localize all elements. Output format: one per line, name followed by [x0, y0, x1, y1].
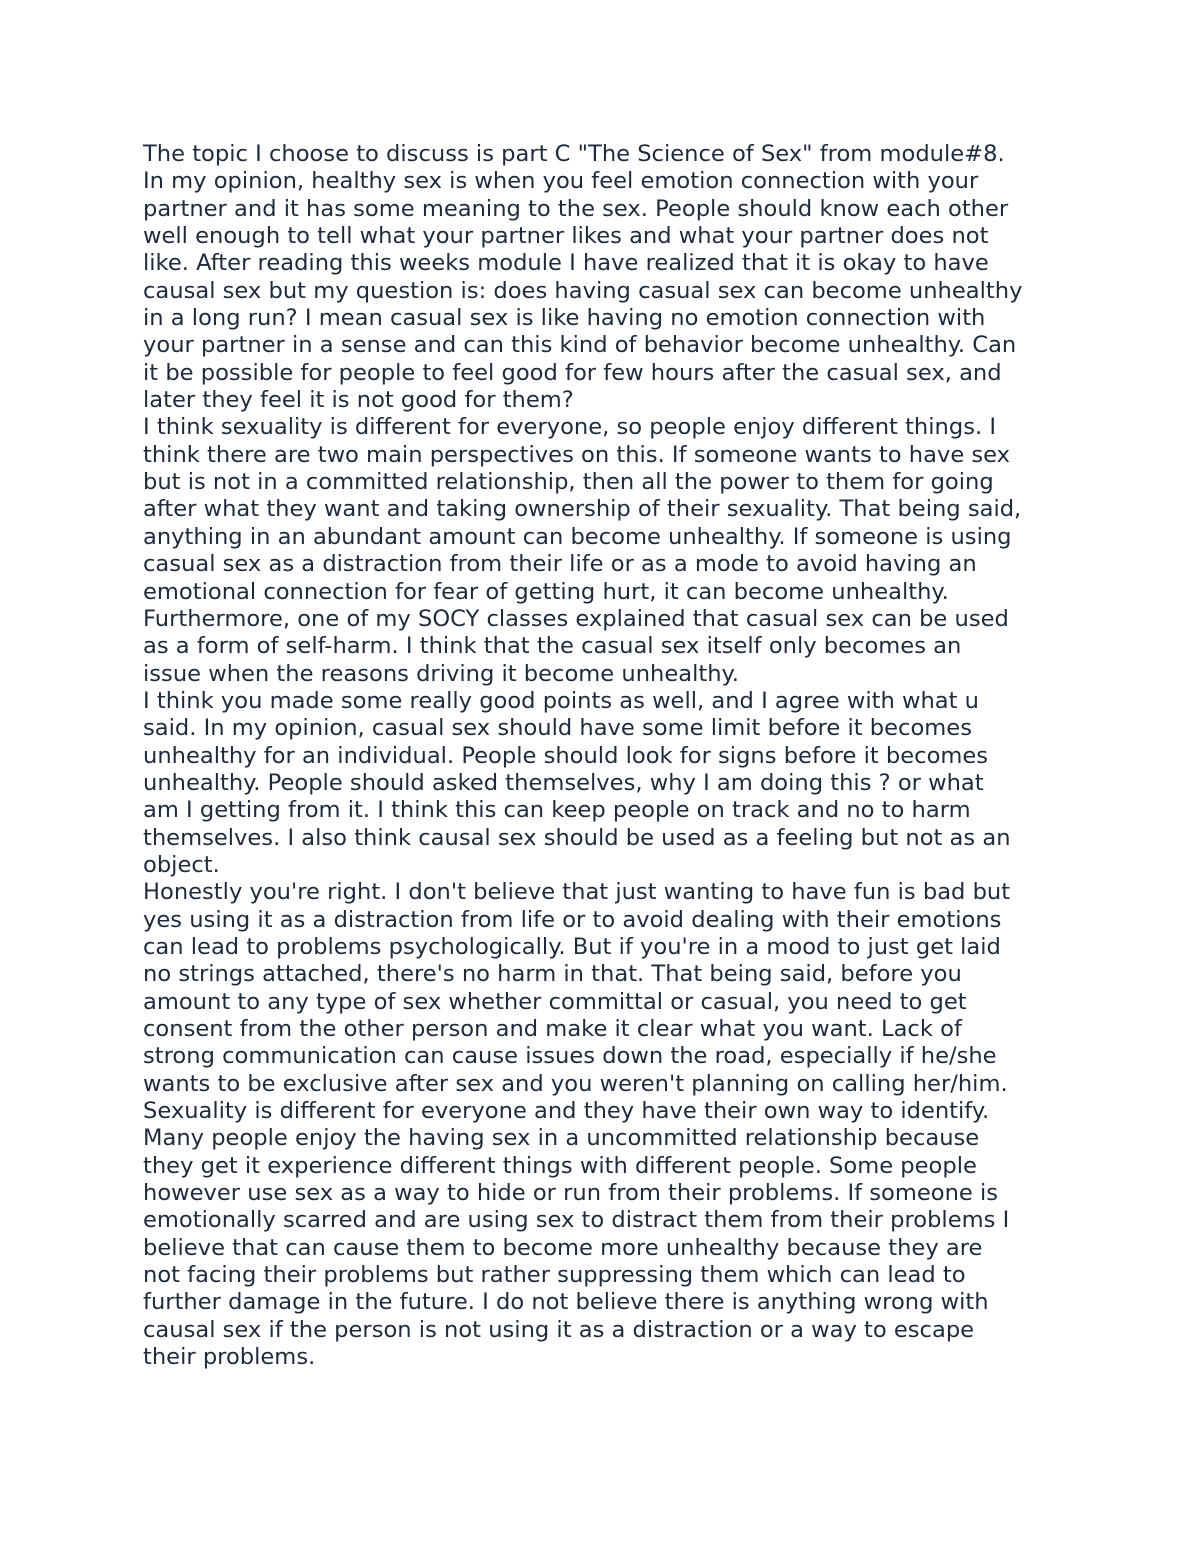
paragraph-reply-1: I think sexuality is different for everyone, so people enjoy different things. I think there are two main perspectives on this. If someone wants to have sex but is not in a committed relationship, then all the power to them for going after what they want and taking ownership of their sexuality. That being said, anything in an abundant amount can become unhealthy. If someone is using casual sex as a distraction from their life or as a mode to avoid having an emotional connection for fear of getting hurt, it can become unhealthy. Furthermore, one of my SOCY classes explained that casual sex can be used as a form of self-harm. I think that the casual sex itself only becomes an issue when the reasons driving it become unhealthy.: [143, 414, 1022, 687]
paragraph-reply-4: Sexuality is different for everyone and they have their own way to identify. Many people enjoy the having sex in a uncommitted relationship because they get it experience different things with different people. Some people however use sex as a way to hide or run from their problems. If someone is emotionally scarred and are using sex to distract them from their problems I believe that can cause them to become more unhealthy because they are not facing their problems but rather suppressing them which can lead to further damage in the future. I do not believe there is anything wrong with causal sex if the person is not using it as a distraction or a way to escape their problems.: [143, 1098, 1010, 1371]
document-body: [143, 141, 1083, 1371]
paragraph-reply-2: I think you made some really good points as well, and I agree with what u said. In my opinion, casual sex should have some limit before it becomes unhealthy for an individual. People should look for signs before it becomes unhealthy. People should asked themselves, why I am doing this ? or what am I getting from it. I think this can keep people on track and no to harm themselves. I also think causal sex should be used as a feeling but not as an object.: [143, 687, 1011, 878]
paragraph-reply-3: Honestly you're right. I don't believe that just wanting to have fun is bad but yes using it as a distraction from life or to avoid dealing with their emotions can lead to problems psychologically. But if you're in a mood to just get laid no strings attached, there's no harm in that. That being said, before you amount to any type of sex whether committal or casual, you need to get consent from the other person and make it clear what you want. Lack of strong communication can cause issues down the road, especially if he/she wants to be exclusive after sex and you weren't planning on calling her/him.: [143, 879, 1011, 1097]
paragraph-original-post: The topic I choose to discuss is part C "The Science of Sex" from module#8. In my opinion, healthy sex is when you feel emotion connection with your partner and it has some meaning to the sex. People should know each other well enough to tell what your partner likes and what your partner does not like. After reading this weeks module I have realized that it is okay to have causal sex but my question is: does having casual sex can become unhealthy in a long run? I mean casual sex is like having no emotion connection with your partner in a sense and can this kind of behavior become unhealthy. Can it be possible for people to feel good for few hours after the casual sex, and later they feel it is not good for them?: [143, 141, 1023, 414]
